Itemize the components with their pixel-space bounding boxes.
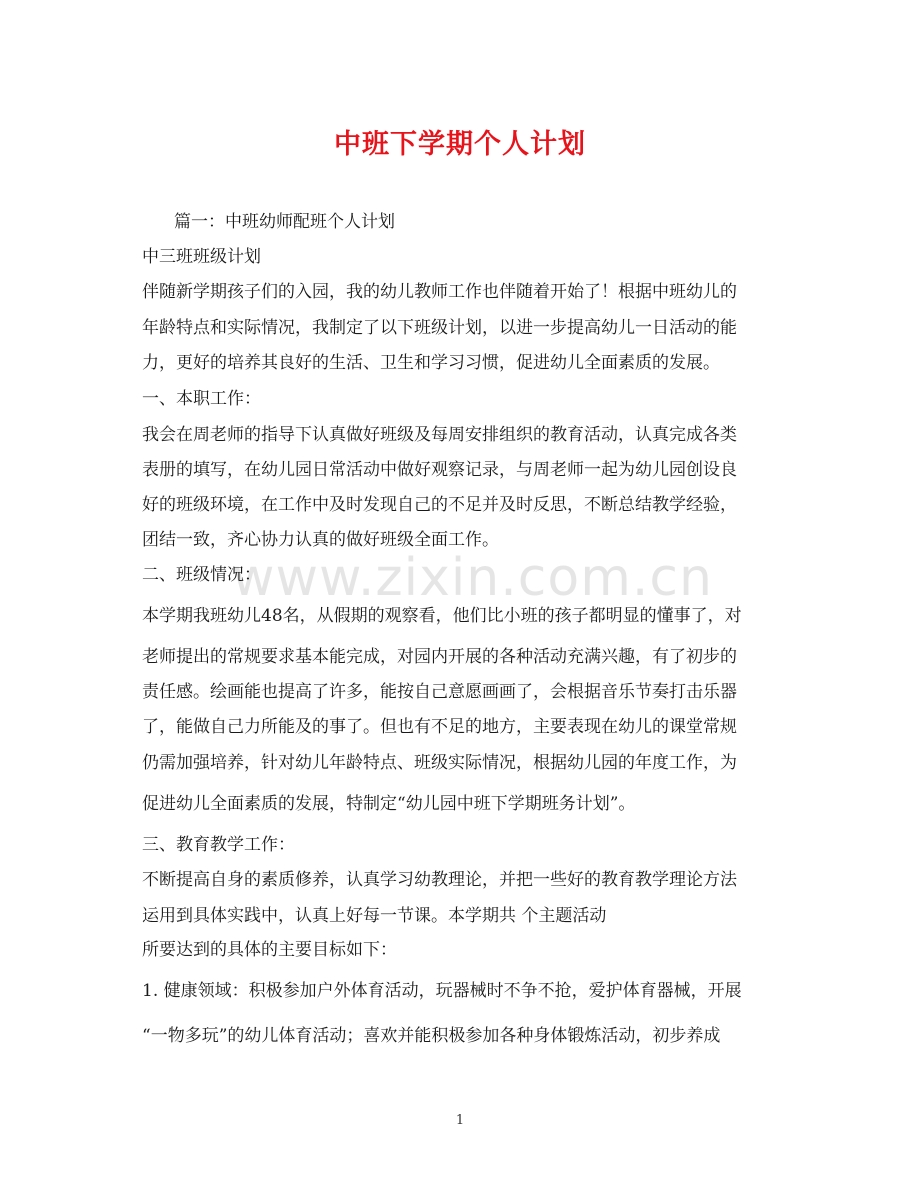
text-line: 促进幼儿全面素质的发展，特制定“幼儿园中班下学期班务计划”。 <box>142 794 636 814</box>
text-line: 责任感。绘画能也提高了许多，能按自己意愿画画了，会根据音乐节奏打击乐器 <box>142 682 737 702</box>
text-line: 力，更好的培养其良好的生活、卫生和学习习惯，促进幼儿全面素质的发展。 <box>142 353 720 373</box>
text-line: 好的班级环境，在工作中及时发现自己的不足并及时反思，不断总结教学经验， <box>142 495 737 515</box>
text-line: 1. 健康领域：积极参加户外体育活动，玩器械时不争不抢，爱护体育器械，开展 <box>142 981 742 1001</box>
text-line: 运用到具体实践中，认真上好每一节课。本学期共 个主题活动 <box>142 906 607 926</box>
text-line: 本学期我班幼儿48名，从假期的观察看，他们比小班的孩子都明显的懂事了，对 <box>142 606 742 626</box>
watermark: www.zixin.com.cn <box>232 548 713 608</box>
page-title: 中班下学期个人计划 <box>334 129 586 160</box>
text-line: 篇一：中班幼师配班个人计划 <box>174 212 395 232</box>
text-line: 中三班班级计划 <box>142 247 261 267</box>
text-line: 我会在周老师的指导下认真做好班级及每周安排组织的教育活动，认真完成各类 <box>142 425 737 445</box>
text-line: 团结一致，齐心协力认真的做好班级全面工作。 <box>142 530 499 550</box>
text-line: 二、班级情况： <box>142 565 261 585</box>
text-line: 所要达到的具体的主要目标如下： <box>142 940 397 960</box>
text-line: 老师提出的常规要求基本能完成，对园内开展的各种活动充满兴趣，有了初步的 <box>142 647 737 667</box>
text-line: 年龄特点和实际情况，我制定了以下班级计划，以进一步提高幼儿一日活动的能 <box>142 318 737 338</box>
text-line: 表册的填写，在幼儿园日常活动中做好观察记录，与周老师一起为幼儿园创设良 <box>142 460 737 480</box>
page-number: 1 <box>455 1113 465 1128</box>
text-line: 三、教育教学工作： <box>142 835 295 855</box>
text-line: 仍需加强培养，针对幼儿年龄特点、班级实际情况，根据幼儿园的年度工作，为 <box>142 753 737 773</box>
text-line: 伴随新学期孩子们的入园，我的幼儿教师工作也伴随着开始了！根据中班幼儿的 <box>142 282 737 302</box>
text-line: 一、本职工作： <box>142 389 261 409</box>
text-line: “一物多玩”的幼儿体育活动；喜欢并能积极参加各种身体锻炼活动，初步养成 <box>142 1026 721 1046</box>
text-line: 了，能做自己力所能及的事了。但也有不足的地方，主要表现在幼儿的课堂常规 <box>142 717 737 737</box>
text-line: 不断提高自身的素质修养，认真学习幼教理论，并把一些好的教育教学理论方法 <box>142 870 737 890</box>
